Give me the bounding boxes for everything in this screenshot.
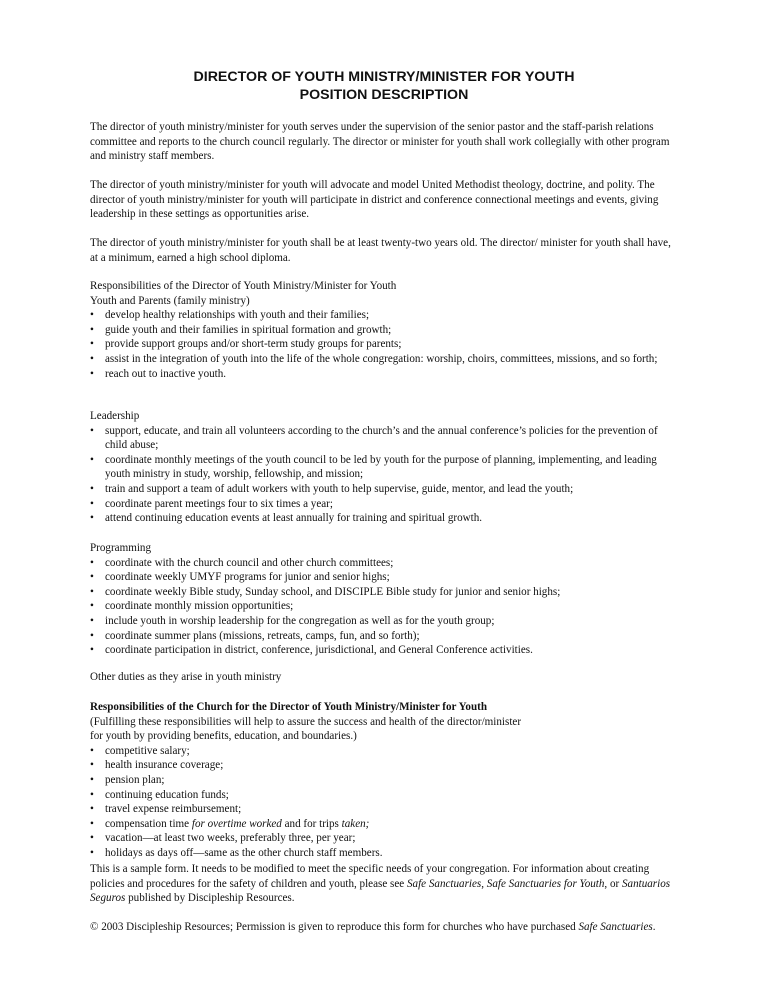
list-item: • coordinate parent meetings four to six times a year; <box>90 497 678 512</box>
list-item: • include youth in worship leadership for the congregation as well as for the youth group; <box>90 614 678 629</box>
list-item: • travel expense reimbursement; <box>90 802 678 817</box>
church-heading: Responsibilities of the Church for the Director of Youth Ministry/Minister for Youth <box>90 701 487 713</box>
church-note-line-1: (Fulfilling these responsibilities will help to assure the success and health of the director/minister <box>90 715 522 728</box>
sample-text-g: published by Discipleship Resources. <box>125 892 295 905</box>
list-item: • coordinate participation in district, conference, jurisdictional, and General Conference activities. <box>90 643 678 658</box>
list-item: • coordinate weekly Bible study, Sunday school, and DISCIPLE Bible study for junior and senior highs; <box>90 585 678 600</box>
sample-text-e: , or <box>604 877 622 890</box>
comp-text-b: for overtime worked <box>191 817 282 830</box>
church-responsibilities-section <box>90 700 678 861</box>
intro-paragraph-3: The director of youth ministry/minister for youth shall be at least twenty-two years old. The director/ minister for youth shall have, at a minimum, earned a high school diploma. <box>90 237 671 264</box>
list-item: • train and support a team of adult workers with youth to help supervise, guide, mentor, and lead the youth; <box>90 482 678 497</box>
responsibilities-heading: Responsibilities of the Director of Youth Ministry/Minister for Youth <box>90 280 397 292</box>
list-item: • guide youth and their families in spiritual formation and growth; <box>90 323 678 338</box>
youth-parents-list <box>90 308 678 381</box>
list-item: • coordinate summer plans (missions, retreats, camps, fun, and so forth); <box>90 629 678 644</box>
leadership-heading: Leadership <box>90 410 140 422</box>
list-item: • assist in the integration of youth into the life of the whole congregation: worship, choirs, committees, missions, and so forth; <box>90 352 678 367</box>
sample-text-d: Safe Sanctuaries for Youth <box>486 877 605 890</box>
list-item: • coordinate weekly UMYF programs for junior and senior highs; <box>90 570 678 585</box>
comp-text-a: compensation time <box>105 817 192 830</box>
leadership-list <box>90 424 678 526</box>
programming-heading: Programming <box>90 542 152 554</box>
list-item: • vacation—at least two weeks, preferably three, per year; <box>90 831 678 846</box>
list-item: • support, educate, and train all volunteers according to the church’s and the annual conference’s policies for the prevention of child abuse; <box>90 424 678 453</box>
leadership-section <box>90 409 678 526</box>
list-item-compensation <box>90 817 678 832</box>
programming-list <box>90 556 678 658</box>
list-item: • attend continuing education events at least annually for training and spiritual growth. <box>90 511 678 526</box>
list-item: • reach out to inactive youth. <box>90 367 678 382</box>
copyright-text-a: © 2003 Discipleship Resources; Permission is given to reproduce this form for churches who have purchased <box>90 921 579 933</box>
document-title <box>80 68 688 104</box>
title-line-1: DIRECTOR OF YOUTH MINISTRY/MINISTER FOR YOUTH <box>193 69 575 85</box>
list-item: • continuing education funds; <box>90 788 678 803</box>
intro-paragraph-2: The director of youth ministry/minister for youth will advocate and model United Methodist theology, doctrine, and polity. The director of youth ministry/minister for youth will participate in district and conference connectional meetings and events, giving leadership in these settings as opportunities arise. <box>90 179 659 221</box>
youth-parents-subheading: Youth and Parents (family ministry) <box>90 294 250 307</box>
list-item: • develop healthy relationships with youth and their families; <box>90 308 678 323</box>
sample-text-f: Santuarios Seguros <box>90 877 671 905</box>
list-item: • provide support groups and/or short-term study groups for parents; <box>90 337 678 352</box>
copyright-text-c: . <box>652 921 656 933</box>
list-item: • pension plan; <box>90 773 678 788</box>
comp-text-c: and for trips <box>281 817 342 830</box>
copyright-text-b: Safe Sanctuaries <box>578 921 653 933</box>
title-line-2: POSITION DESCRIPTION <box>299 87 469 103</box>
list-item: • health insurance coverage; <box>90 758 678 773</box>
list-item: • coordinate with the church council and other church committees; <box>90 556 678 571</box>
sample-text-a: This is a sample form. It needs to be modified to meet the specific needs of your congregation. For information about creating policies and procedures for the safety of children and youth, please see <box>90 863 650 890</box>
church-note-line-2: for youth by providing benefits, education, and boundaries.) <box>90 730 357 743</box>
list-item: • coordinate monthly meetings of the youth council to be led by youth for the purpose of planning, implementing, and leading youth ministry in study, worship, fellowship, and mission; <box>90 453 678 482</box>
sample-form-note <box>90 862 678 906</box>
other-duties: Other duties as they arise in youth ministry <box>90 671 282 683</box>
youth-parents-section <box>90 279 678 381</box>
list-item: • holidays as days off—same as the other church staff members. <box>90 846 678 861</box>
programming-section <box>90 541 678 658</box>
copyright-notice <box>90 920 678 935</box>
list-item: • coordinate monthly mission opportunities; <box>90 599 678 614</box>
intro-paragraph-1: The director of youth ministry/minister for youth serves under the supervision of the senior pastor and the staff-parish relations committee and reports to the church council regularly. The director or minister for youth shall work collegially with other program and ministry staff members. <box>90 121 670 163</box>
list-item: • competitive salary; <box>90 744 678 759</box>
comp-text-d: taken; <box>341 817 370 830</box>
church-list <box>90 744 678 861</box>
sample-text-c: , <box>481 877 487 890</box>
sample-text-b: Safe Sanctuaries <box>406 877 482 890</box>
